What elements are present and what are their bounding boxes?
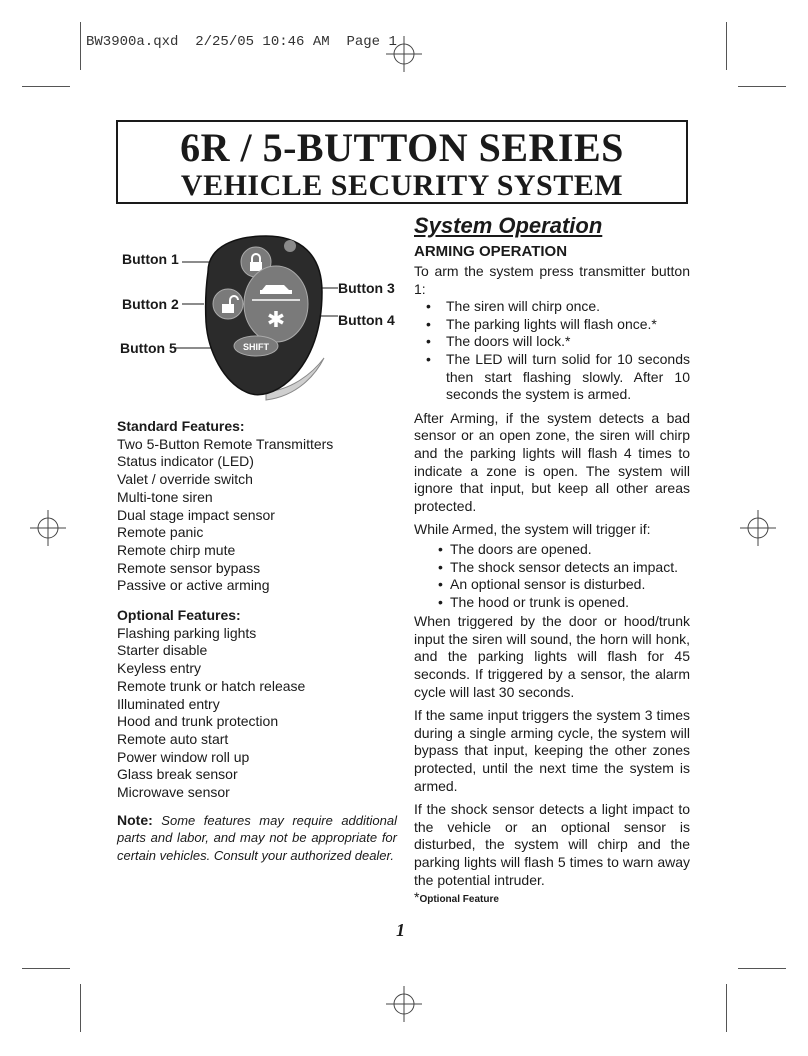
list-item: Starter disable — [117, 642, 208, 659]
optional-features-heading: Optional Features: — [117, 607, 241, 624]
button-3-label: Button 3 — [338, 280, 395, 296]
list-item: • The LED will turn solid for 10 seconds then start flashing slowly. After 10 seconds the system is armed. — [414, 351, 690, 404]
registration-mark-left-icon — [30, 510, 66, 546]
section-title: System Operation — [414, 213, 603, 238]
page-number: 1 — [396, 920, 405, 940]
same-input-paragraph: If the same input triggers the system 3 times during a single arming cycle, the system will bypass that input, keeping the other zones protected, until the next time the system is armed. — [414, 707, 690, 794]
button-1-label: Button 1 — [122, 251, 179, 267]
arming-bullet-list — [414, 298, 690, 404]
list-item: • The doors will lock.* — [414, 333, 690, 351]
list-item: Dual stage impact sensor — [117, 506, 275, 523]
when-triggered-paragraph: When triggered by the door or hood/trunk input the siren will sound, the horn will honk, and the parking lights will flash for 45 seconds. If triggered by a sensor, the alarm cycle will last 30 seconds. — [414, 613, 690, 700]
standard-features-list — [117, 436, 397, 595]
list-item: Status indicator (LED) — [117, 453, 254, 470]
registration-mark-bottom-icon — [386, 986, 422, 1022]
list-item: Remote chirp mute — [117, 541, 236, 558]
list-item: • The shock sensor detects an impact. — [414, 559, 690, 577]
list-item: Remote sensor bypass — [117, 559, 261, 576]
list-item: Glass break sensor — [117, 766, 238, 783]
list-item: Microwave sensor — [117, 784, 230, 801]
optional-feature-footnote — [414, 889, 690, 909]
shock-sensor-paragraph: If the shock sensor detects a light impact to the vehicle or an optional sensor is disturbed, the system will chirp and the parking lights will flash 5 times to warn away the potential intruder. — [414, 801, 690, 888]
list-item: Remote auto start — [117, 730, 229, 747]
while-armed-paragraph: While Armed, the system will trigger if: — [414, 521, 651, 538]
list-item: • An optional sensor is disturbed. — [414, 576, 690, 594]
list-item: Keyless entry — [117, 660, 202, 677]
crop-mark-top-left-h — [22, 86, 70, 87]
crop-mark-bottom-left-h — [22, 968, 70, 969]
standard-features-heading: Standard Features: — [117, 418, 245, 434]
crop-mark-bottom-right-h — [738, 968, 786, 969]
list-item: Power window roll up — [117, 748, 250, 765]
list-item: • The doors are opened. — [414, 541, 690, 559]
shift-button-label: SHIFT — [243, 342, 269, 352]
note-label: Note: — [117, 811, 153, 828]
crop-mark-top-left-v — [80, 22, 81, 70]
list-item: • The parking lights will flash once.* — [414, 316, 690, 334]
svg-text:✱: ✱ — [266, 308, 286, 333]
button-4-label: Button 4 — [338, 312, 395, 328]
crop-mark-top-right-h — [738, 86, 786, 87]
list-item: Valet / override switch — [117, 471, 253, 488]
list-item: Passive or active arming — [117, 577, 270, 594]
button-2-label: Button 2 — [122, 296, 179, 312]
note-text: Some features may require additional parts and labor, and may not be appropriate for certain vehicles. Consult your authorized dealer. — [117, 812, 397, 863]
trigger-bullet-list — [414, 541, 690, 611]
list-item: Illuminated entry — [117, 695, 220, 712]
print-slug: BW3900a.qxd 2/25/05 10:46 AM Page 1 — [86, 34, 397, 50]
note-paragraph — [117, 812, 397, 865]
features-column — [117, 418, 397, 864]
list-item: Remote panic — [117, 524, 204, 541]
list-item: Two 5-Button Remote Transmitters — [117, 435, 334, 452]
footnote-star: * — [414, 889, 420, 906]
remote-diagram — [116, 232, 406, 402]
arming-operation-heading: ARMING OPERATION — [414, 243, 568, 260]
arming-intro: To arm the system press transmitter button 1: — [414, 263, 690, 297]
list-item: • The hood or trunk is opened. — [414, 594, 690, 612]
title-box — [116, 120, 688, 204]
crop-mark-top-right-v — [726, 22, 727, 70]
page-title: 6R / 5-BUTTON SERIES — [180, 125, 624, 170]
crop-mark-bottom-right-v — [726, 984, 727, 1032]
list-item: Remote trunk or hatch release — [117, 677, 306, 694]
list-item: • The siren will chirp once. — [414, 298, 690, 316]
page-subtitle: VEHICLE SECURITY SYSTEM — [180, 169, 624, 202]
crop-mark-bottom-left-v — [80, 984, 81, 1032]
registration-mark-top-icon — [386, 36, 422, 72]
button-5-label: Button 5 — [120, 340, 177, 356]
optional-features-list — [117, 625, 397, 802]
system-operation-column — [414, 212, 690, 909]
list-item: Flashing parking lights — [117, 624, 257, 641]
list-item: Multi-tone siren — [117, 488, 213, 505]
after-arming-paragraph: After Arming, if the system detects a bad sensor or an open zone, the siren will chirp and the parking lights will flash 4 times to indicate a zone is open. The system will ignore that input, but keep all other areas protected. — [414, 409, 690, 514]
list-item: Hood and trunk protection — [117, 713, 279, 730]
registration-mark-right-icon — [740, 510, 776, 546]
footnote-text: Optional Feature — [419, 894, 499, 906]
